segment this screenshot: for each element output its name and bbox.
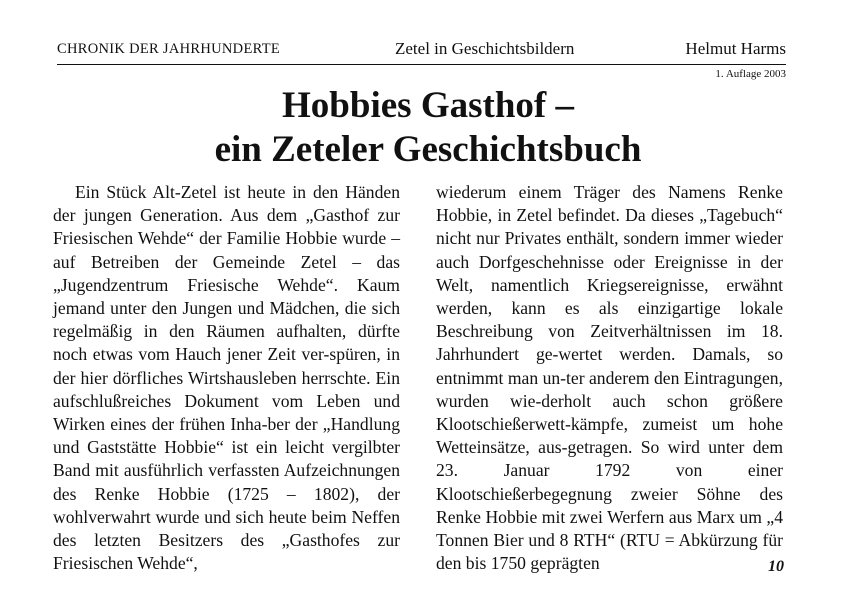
text-column-right	[436, 181, 783, 575]
title-line-1: Hobbies Gasthof –	[282, 85, 574, 126]
paragraph-left: Ein Stück Alt-Zetel ist heute in den Händen der jungen Generation. Aus dem „Gasthof zur Friesischen Wehde“ der Familie Hobbie wurde – auf Betreiben der Gemeinde Zetel – das „Jugendzentrum Friesische Wehde“. Kaum jemand unter den Jungen und Mädchen, die sich regelmäßig in den Räumen aufhalten, dürfte noch etwas vom Hauch jener Zeit ver-spüren, in der hier dörfliches Wirtshausleben herrschte. Ein aufschlußreiches Dokument vom Leben und Wirken eines der frühen Inha-ber der „Handlung und Gaststätte Hobbie“ ist ein leicht vergilbter Band mit ausführlich verfassten Aufzeichnungen des Renke Hobbie (1725 – 1802), der wohlverwahrt wurde und sich heute beim Neffen des letzten Besitzers des „Gasthofes zur Friesischen Wehde“,	[53, 182, 400, 574]
running-header	[57, 41, 786, 65]
page-number: 10	[768, 558, 784, 575]
title-line-2: ein Zeteler Geschichtsbuch	[214, 129, 642, 170]
book-title: Zetel in Geschichtsbildern	[395, 39, 575, 58]
text-column-left	[53, 181, 400, 575]
article-title	[0, 84, 856, 172]
series-title: CHRONIK DER JAHRHUNDERTE	[57, 41, 281, 57]
edition-note: 1. Auflage 2003	[715, 68, 786, 80]
header-rule	[57, 64, 786, 65]
paragraph-right: wiederum einem Träger des Namens Renke Hobbie, in Zetel befindet. Da dieses „Tagebuch“ nicht nur Privates enthält, sondern immer wieder auch Dorfgeschehnisse oder Ereignisse in der Welt, namentlich Kriegsereignisse, erwähnt werden, kann es als einzigartige lokale Beschreibung von Zeitverhältnissen im 18. Jahrhundert ge-wertet werden. Damals, so entnimmt man un-ter anderem den Eintragungen, wurden wie-derholt auch schon größere Klootschießerwett-kämpfe, zumeist um hohe Wetteinsätze, aus-getragen. So wird unter dem 23. Januar 1792 von einer Klootschießerbegegnung zweier Söhne des Renke Hobbie mit zwei Werfern aus Marx um „4 Tonnen Bier und 8 RTH“ (RTU = Abkürzung für den bis 1750 geprägten	[436, 182, 783, 574]
author-name: Helmut Harms	[685, 39, 786, 58]
